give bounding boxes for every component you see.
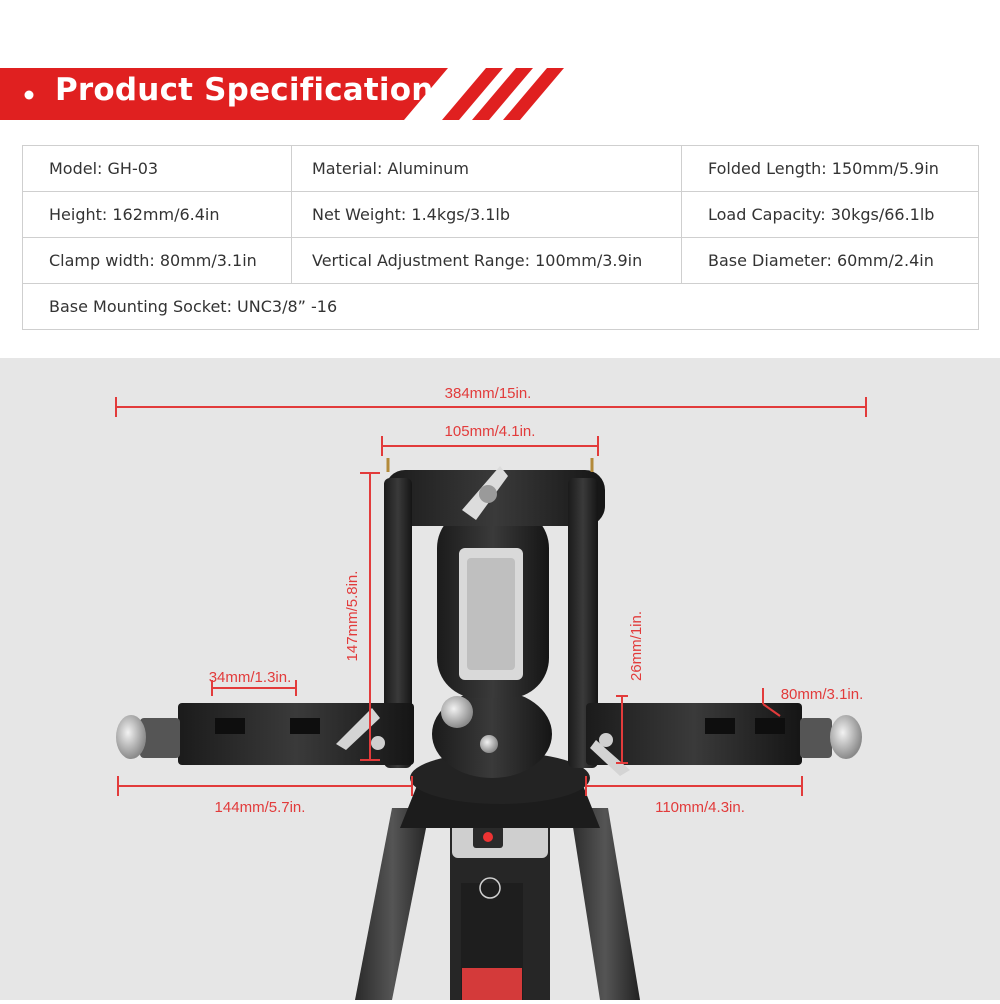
spec-net-weight: Net Weight: 1.4kgs/3.1lb bbox=[292, 192, 682, 238]
dim-left-span-label: 144mm/5.7in. bbox=[214, 799, 306, 816]
spec-material: Material: Aluminum bbox=[292, 146, 682, 192]
spec-table bbox=[22, 145, 979, 330]
gimbal-body-icon bbox=[432, 508, 552, 778]
dim-clamp-width-label: 80mm/3.1in. bbox=[780, 686, 864, 703]
dim-overall-width-label: 384mm/15in. bbox=[444, 385, 532, 402]
banner-graphic bbox=[0, 0, 1000, 140]
table-row bbox=[23, 192, 979, 238]
spec-load-capacity: Load Capacity: 30kgs/66.1lb bbox=[682, 192, 979, 238]
table-row bbox=[23, 284, 979, 330]
dim-right-span-label: 110mm/4.3in. bbox=[655, 799, 745, 816]
dim-top-width-label: 105mm/4.1in. bbox=[444, 423, 536, 440]
spec-folded-length: Folded Length: 150mm/5.9in bbox=[682, 146, 979, 192]
spec-height: Height: 162mm/6.4in bbox=[23, 192, 292, 238]
dim-clamp-slot-label: 34mm/1.3in. bbox=[208, 669, 292, 686]
bullet-icon bbox=[25, 91, 34, 100]
spec-clamp-width: Clamp width: 80mm/3.1in bbox=[23, 238, 292, 284]
spec-mounting-socket: Base Mounting Socket: UNC3/8” -16 bbox=[23, 284, 979, 330]
page-title: Product Specifications bbox=[55, 72, 453, 108]
table-row bbox=[23, 146, 979, 192]
tripod-icon bbox=[355, 752, 640, 1000]
dim-side-height-label: 26mm/1in. bbox=[628, 610, 645, 682]
spec-base-diameter: Base Diameter: 60mm/2.4in bbox=[682, 238, 979, 284]
gimbal-head-illustration bbox=[0, 358, 1000, 1000]
product-dimension-diagram bbox=[0, 358, 1000, 1000]
right-clamp-icon bbox=[586, 703, 862, 776]
section-header bbox=[0, 0, 1000, 140]
table-row bbox=[23, 238, 979, 284]
spec-vertical-range: Vertical Adjustment Range: 100mm/3.9in bbox=[292, 238, 682, 284]
spec-model: Model: GH-03 bbox=[23, 146, 292, 192]
dim-arm-height-label: 147mm/5.8in. bbox=[344, 570, 361, 662]
